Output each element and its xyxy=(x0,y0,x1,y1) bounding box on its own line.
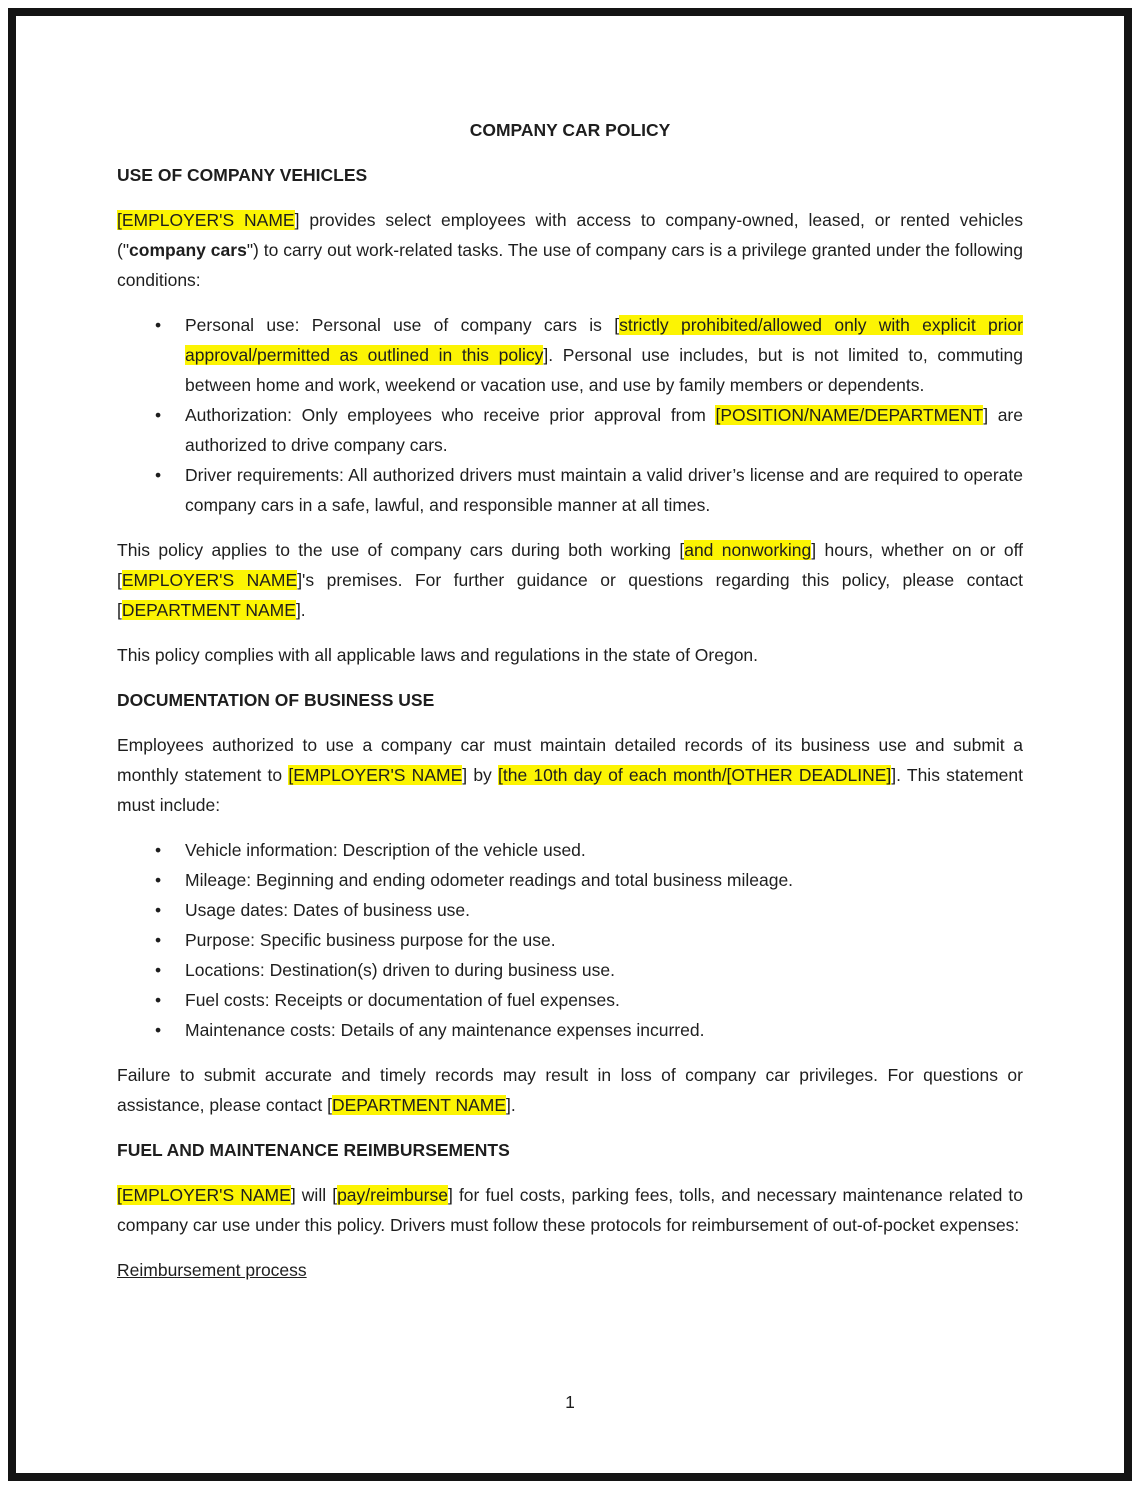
bullet-list xyxy=(117,835,1023,1045)
text-segment: Mileage: Beginning and ending odometer readings and total business mileage. xyxy=(185,870,794,890)
text-segment: Purpose: Specific business purpose for the use. xyxy=(185,930,556,950)
text-segment: ]. Personal use includes, but is not limited to, commuting between home and work, weekend or vacation use, and use by family members or dependents. xyxy=(185,345,1023,395)
document-title xyxy=(117,115,1023,145)
bullet-item xyxy=(117,985,1023,1015)
bullet-marker: • xyxy=(155,315,162,335)
bullet-item xyxy=(117,835,1023,865)
text-segment: ]'s premises. For further guidance or questions regarding this policy, please contact [ xyxy=(117,570,1024,620)
text-segment: ] by xyxy=(462,765,499,785)
highlighted-placeholder: [the 10th day of each month/[OTHER DEADLINE] xyxy=(498,765,892,785)
highlighted-placeholder: strictly prohibited/allowed only with explicit prior approval/permitted as outlined in this policy xyxy=(185,315,1023,365)
bullet-item xyxy=(117,310,1023,400)
section-heading xyxy=(117,685,1023,715)
text-segment: ] provides select employees with access to company-owned, leased, or rented vehicles (" xyxy=(117,210,1023,260)
text-segment: ]. xyxy=(506,1095,516,1115)
text-segment: ] will [ xyxy=(290,1185,338,1205)
text-segment: Personal use: Personal use of company cars is [ xyxy=(185,315,620,335)
text-segment: Employees authorized to use a company car must maintain detailed records of its business use and submit a monthly statement to xyxy=(117,735,1023,785)
bullet-item xyxy=(117,460,1023,520)
text-segment: Authorization: Only employees who receive prior approval from xyxy=(185,405,716,425)
text-segment: USE OF COMPANY VEHICLES xyxy=(117,165,368,185)
highlighted-placeholder: EMPLOYER'S NAME xyxy=(121,570,298,590)
bullet-item xyxy=(117,895,1023,925)
text-segment: FUEL AND MAINTENANCE REIMBURSEMENTS xyxy=(117,1140,510,1160)
bullet-item xyxy=(117,865,1023,895)
highlighted-placeholder: pay/reimburse xyxy=(337,1185,448,1205)
text-segment: Vehicle information: Description of the vehicle used. xyxy=(185,840,586,860)
text-segment: Failure to submit accurate and timely records may result in loss of company car privileges. For questions or assistance, please contact [ xyxy=(117,1065,1023,1115)
text-segment: ]. This statement must include: xyxy=(117,765,1023,815)
paragraph xyxy=(117,535,1023,625)
bullet-marker: • xyxy=(155,930,162,950)
paragraph xyxy=(117,1180,1023,1240)
text-segment: ") to carry out work-related tasks. The use of company cars is a privilege granted under the following conditions: xyxy=(117,240,1024,290)
text-segment: company cars xyxy=(129,240,247,260)
highlighted-placeholder: [EMPLOYER'S NAME xyxy=(117,1185,291,1205)
bullet-item xyxy=(117,955,1023,985)
highlighted-placeholder: [EMPLOYER'S NAME xyxy=(117,210,295,230)
text-segment: COMPANY CAR POLICY xyxy=(469,120,671,140)
bullet-marker: • xyxy=(155,960,162,980)
bullet-marker: • xyxy=(155,900,162,920)
text-segment: Fuel costs: Receipts or documentation of fuel expenses. xyxy=(185,990,620,1010)
paragraph xyxy=(117,730,1023,820)
paragraph xyxy=(117,1060,1023,1120)
text-segment: Reimbursement process xyxy=(117,1260,307,1280)
highlighted-placeholder: and nonworking xyxy=(684,540,812,560)
paragraph xyxy=(117,205,1023,295)
section-heading xyxy=(117,1135,1023,1165)
text-segment: ] hours, whether on or off [ xyxy=(117,540,1023,590)
section-heading xyxy=(117,160,1023,190)
highlighted-placeholder: [POSITION/NAME/DEPARTMENT xyxy=(715,405,984,425)
bullet-marker: • xyxy=(155,1020,162,1040)
text-segment: Usage dates: Dates of business use. xyxy=(185,900,471,920)
text-segment: This policy applies to the use of company cars during both working [ xyxy=(117,540,685,560)
text-segment: DOCUMENTATION OF BUSINESS USE xyxy=(117,690,435,710)
highlighted-placeholder: DEPARTMENT NAME xyxy=(121,600,296,620)
page-number: 1 xyxy=(565,1392,575,1412)
text-segment: ] for fuel costs, parking fees, tolls, and necessary maintenance related to company car use under this policy. Drivers must follow these protocols for reimbursement of out-of-pocket expenses: xyxy=(117,1185,1024,1235)
bullet-marker: • xyxy=(155,870,162,890)
bullet-item xyxy=(117,1015,1023,1045)
highlighted-placeholder: [EMPLOYER'S NAME xyxy=(288,765,463,785)
text-segment: Driver requirements: All authorized drivers must maintain a valid driver’s license and are required to operate company cars in a safe, lawful, and responsible manner at all times. xyxy=(185,465,1023,515)
bullet-marker: • xyxy=(155,990,162,1010)
bullet-list xyxy=(117,310,1023,520)
bullet-marker: • xyxy=(155,465,162,485)
highlighted-placeholder: DEPARTMENT NAME xyxy=(331,1095,507,1115)
bullet-item xyxy=(117,925,1023,955)
bullet-marker: • xyxy=(155,840,162,860)
text-segment: Maintenance costs: Details of any maintenance expenses incurred. xyxy=(185,1020,705,1040)
paragraph xyxy=(117,1255,1023,1285)
text-segment: Locations: Destination(s) driven to during business use. xyxy=(185,960,615,980)
text-segment: This policy complies with all applicable laws and regulations in the state of Oregon. xyxy=(117,645,759,665)
text-segment: ] are authorized to drive company cars. xyxy=(185,405,1023,455)
text-segment: ]. xyxy=(295,600,306,620)
paragraph xyxy=(117,640,1023,670)
bullet-marker: • xyxy=(155,405,162,425)
bullet-item xyxy=(117,400,1023,460)
